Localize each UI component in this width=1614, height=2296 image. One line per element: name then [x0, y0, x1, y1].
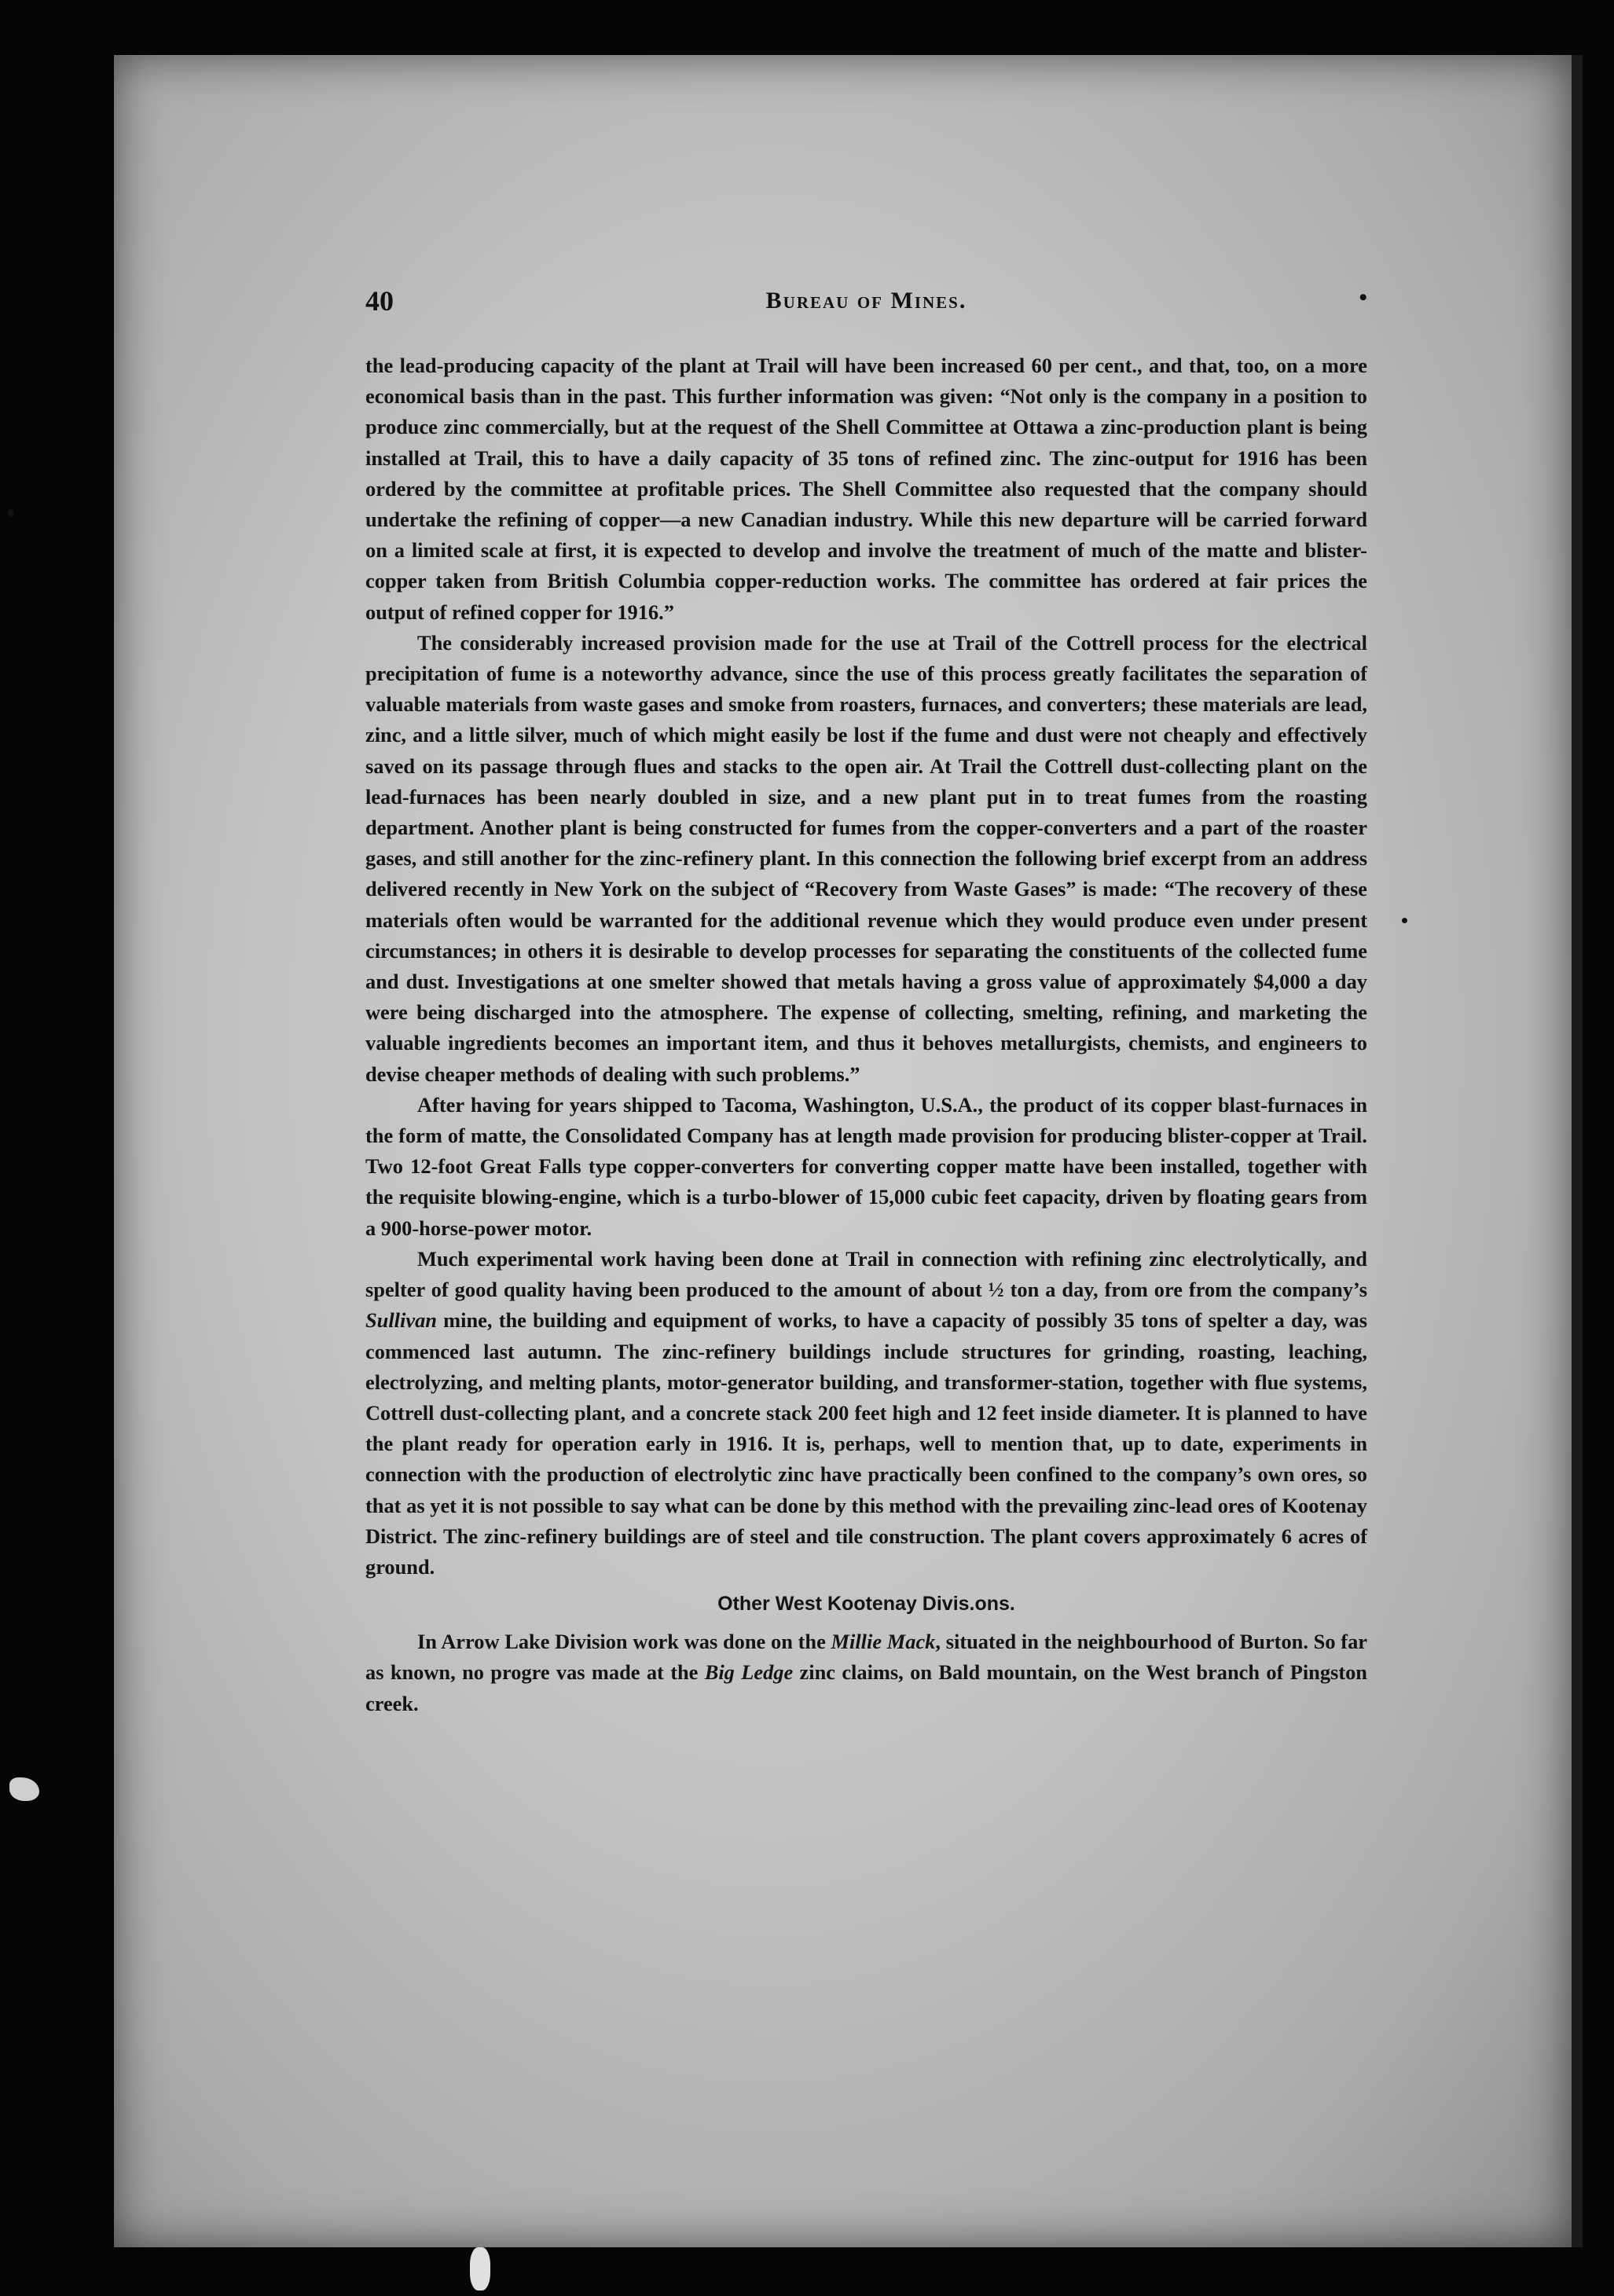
page-edge-shadow: [1572, 55, 1583, 2247]
text-run: , situated in the neighbourhood of Burton. So far as known, no progre vas made at the: [365, 1630, 1367, 1685]
scan-speck: [470, 2247, 490, 2290]
text-run: Much experimental work having been done at Trail in connection with refining zinc electrolytically, and spelter of good quality having been produced to the amount of about ½ ton a day, from ore from the company’s: [365, 1246, 1367, 1302]
page-number: 40: [365, 285, 394, 317]
paragraph-continued: the lead-producing capacity of the plant at Trail will have been increased 60 per cent., and that, too, on a more economical basis than in the past. This further information was given: “Not only is the company in a position to produce zinc commercially, but at the request of the Shell Committee at Ottawa a zinc-production plant is being installed at Trail, this to have a daily capacity of 35 tons of refined zinc. The zinc-output for 1916 has been ordered by the committee at profitable prices. The Shell Committee also requested that the company should undertake the refining of copper—a new Canadian industry. While this new departure will be carried forward on a limited scale at first, it is expected to develop and involve the treatment of much of the matte and blister-copper taken from British Columbia copper-reduction works. The committee has ordered at fair prices the output of refined copper for 1916.”: [365, 354, 1367, 624]
running-head: Bureau of Mines.: [765, 288, 967, 314]
page-header: [365, 284, 1367, 324]
section-heading: Other West Kootenay Divis.ons.: [717, 1593, 1015, 1616]
paragraph-zinc-refinery: [365, 1244, 1367, 1583]
paragraph-cottrell-process: The considerably increased provision made for the use at Trail of the Cottrell process for the electrical precipitation of fume is a noteworthy advance, since the use of this process greatly facilitates the separation of valuable materials from waste gases and smoke from roasters, furnaces, and converters; these materials are lead, zinc, and a little silver, much of which might easily be lost if the fume and dust were not cheaply and effectively saved on its passage through flues and stacks to the open air. At Trail the Cottrell dust-collecting plant on the lead-furnaces has been nearly doubled in size, and a new plant put in to treat fumes from the roasting department. Another plant is being constructed for fumes from the copper-converters and a part of the roaster gases, and still another for the zinc-refinery plant. In this connection the following brief excerpt from an address delivered recently in New York on the subject of “Recovery from Waste Gases” is made: “The recovery of these materials often would be warranted for the additional revenue which they would produce even under present circumstances; in others it is desirable to develop processes for separating the constituents of the collected fume and dust. Investigations at one smelter showed that metals having a gross value of approximately $4,000 a day were being discharged into the atmosphere. The expense of collecting, smelting, refining, and marketing the valuable ingredients becomes an important item, and thus it behoves metallurgists, chemists, and engineers to devise cheaper methods of dealing with such problems.”: [365, 630, 1367, 1086]
text-run: In Arrow Lake Division work was done on the: [417, 1630, 831, 1654]
body-text: [365, 350, 1367, 1719]
paragraph-arrow-lake: [365, 1627, 1367, 1719]
text-run: mine, the building and equipment of works, to have a capacity of possibly 35 tons of spelter a day, was commenced last autumn. The zinc-refinery buildings include structures for grinding, roasting, leaching, electrolyzing, and melting plants, motor-generator building, and transformer-station, together with flue systems, Cottrell dust-collecting plant, and a concrete stack 200 feet high and 12 feet inside diameter. It is planned to have the plant ready for operation early in 1916. It is, perhaps, well to mention that, up to date, experiments in connection with the production of electrolytic zinc have practically been confined to the company’s own ores, so that as yet it is not possible to say what can be done by this method with the prevailing zinc-lead ores of Kootenay District. The zinc-refinery buildings are of steel and tile construction. The plant covers approximately 6 acres of ground.: [365, 1308, 1367, 1579]
mine-name-big-ledge: Big Ledge: [704, 1660, 794, 1685]
paragraph-blister-copper: After having for years shipped to Tacoma, Washington, U.S.A., the product of its copper blast-furnaces in the form of matte, the Consolidated Company has at length made provision for producing blister-copper at Trail. Two 12-foot Great Falls type copper-converters for converting copper matte have been installed, together with the requisite blowing-engine, which is a turbo-blower of 15,000 cubic feet capacity, driven by floating gears from a 900-horse-power motor.: [365, 1092, 1367, 1240]
mine-name-sullivan: Sullivan: [365, 1308, 437, 1333]
header-mark: •: [1359, 284, 1367, 310]
scan-speck: [8, 509, 14, 517]
text-run: zinc claims, on Bald mountain, on the West branch of Pingston creek.: [365, 1660, 1367, 1715]
mine-name-millie-mack: Millie Mack: [831, 1630, 936, 1654]
scan-speck: [1402, 918, 1407, 923]
